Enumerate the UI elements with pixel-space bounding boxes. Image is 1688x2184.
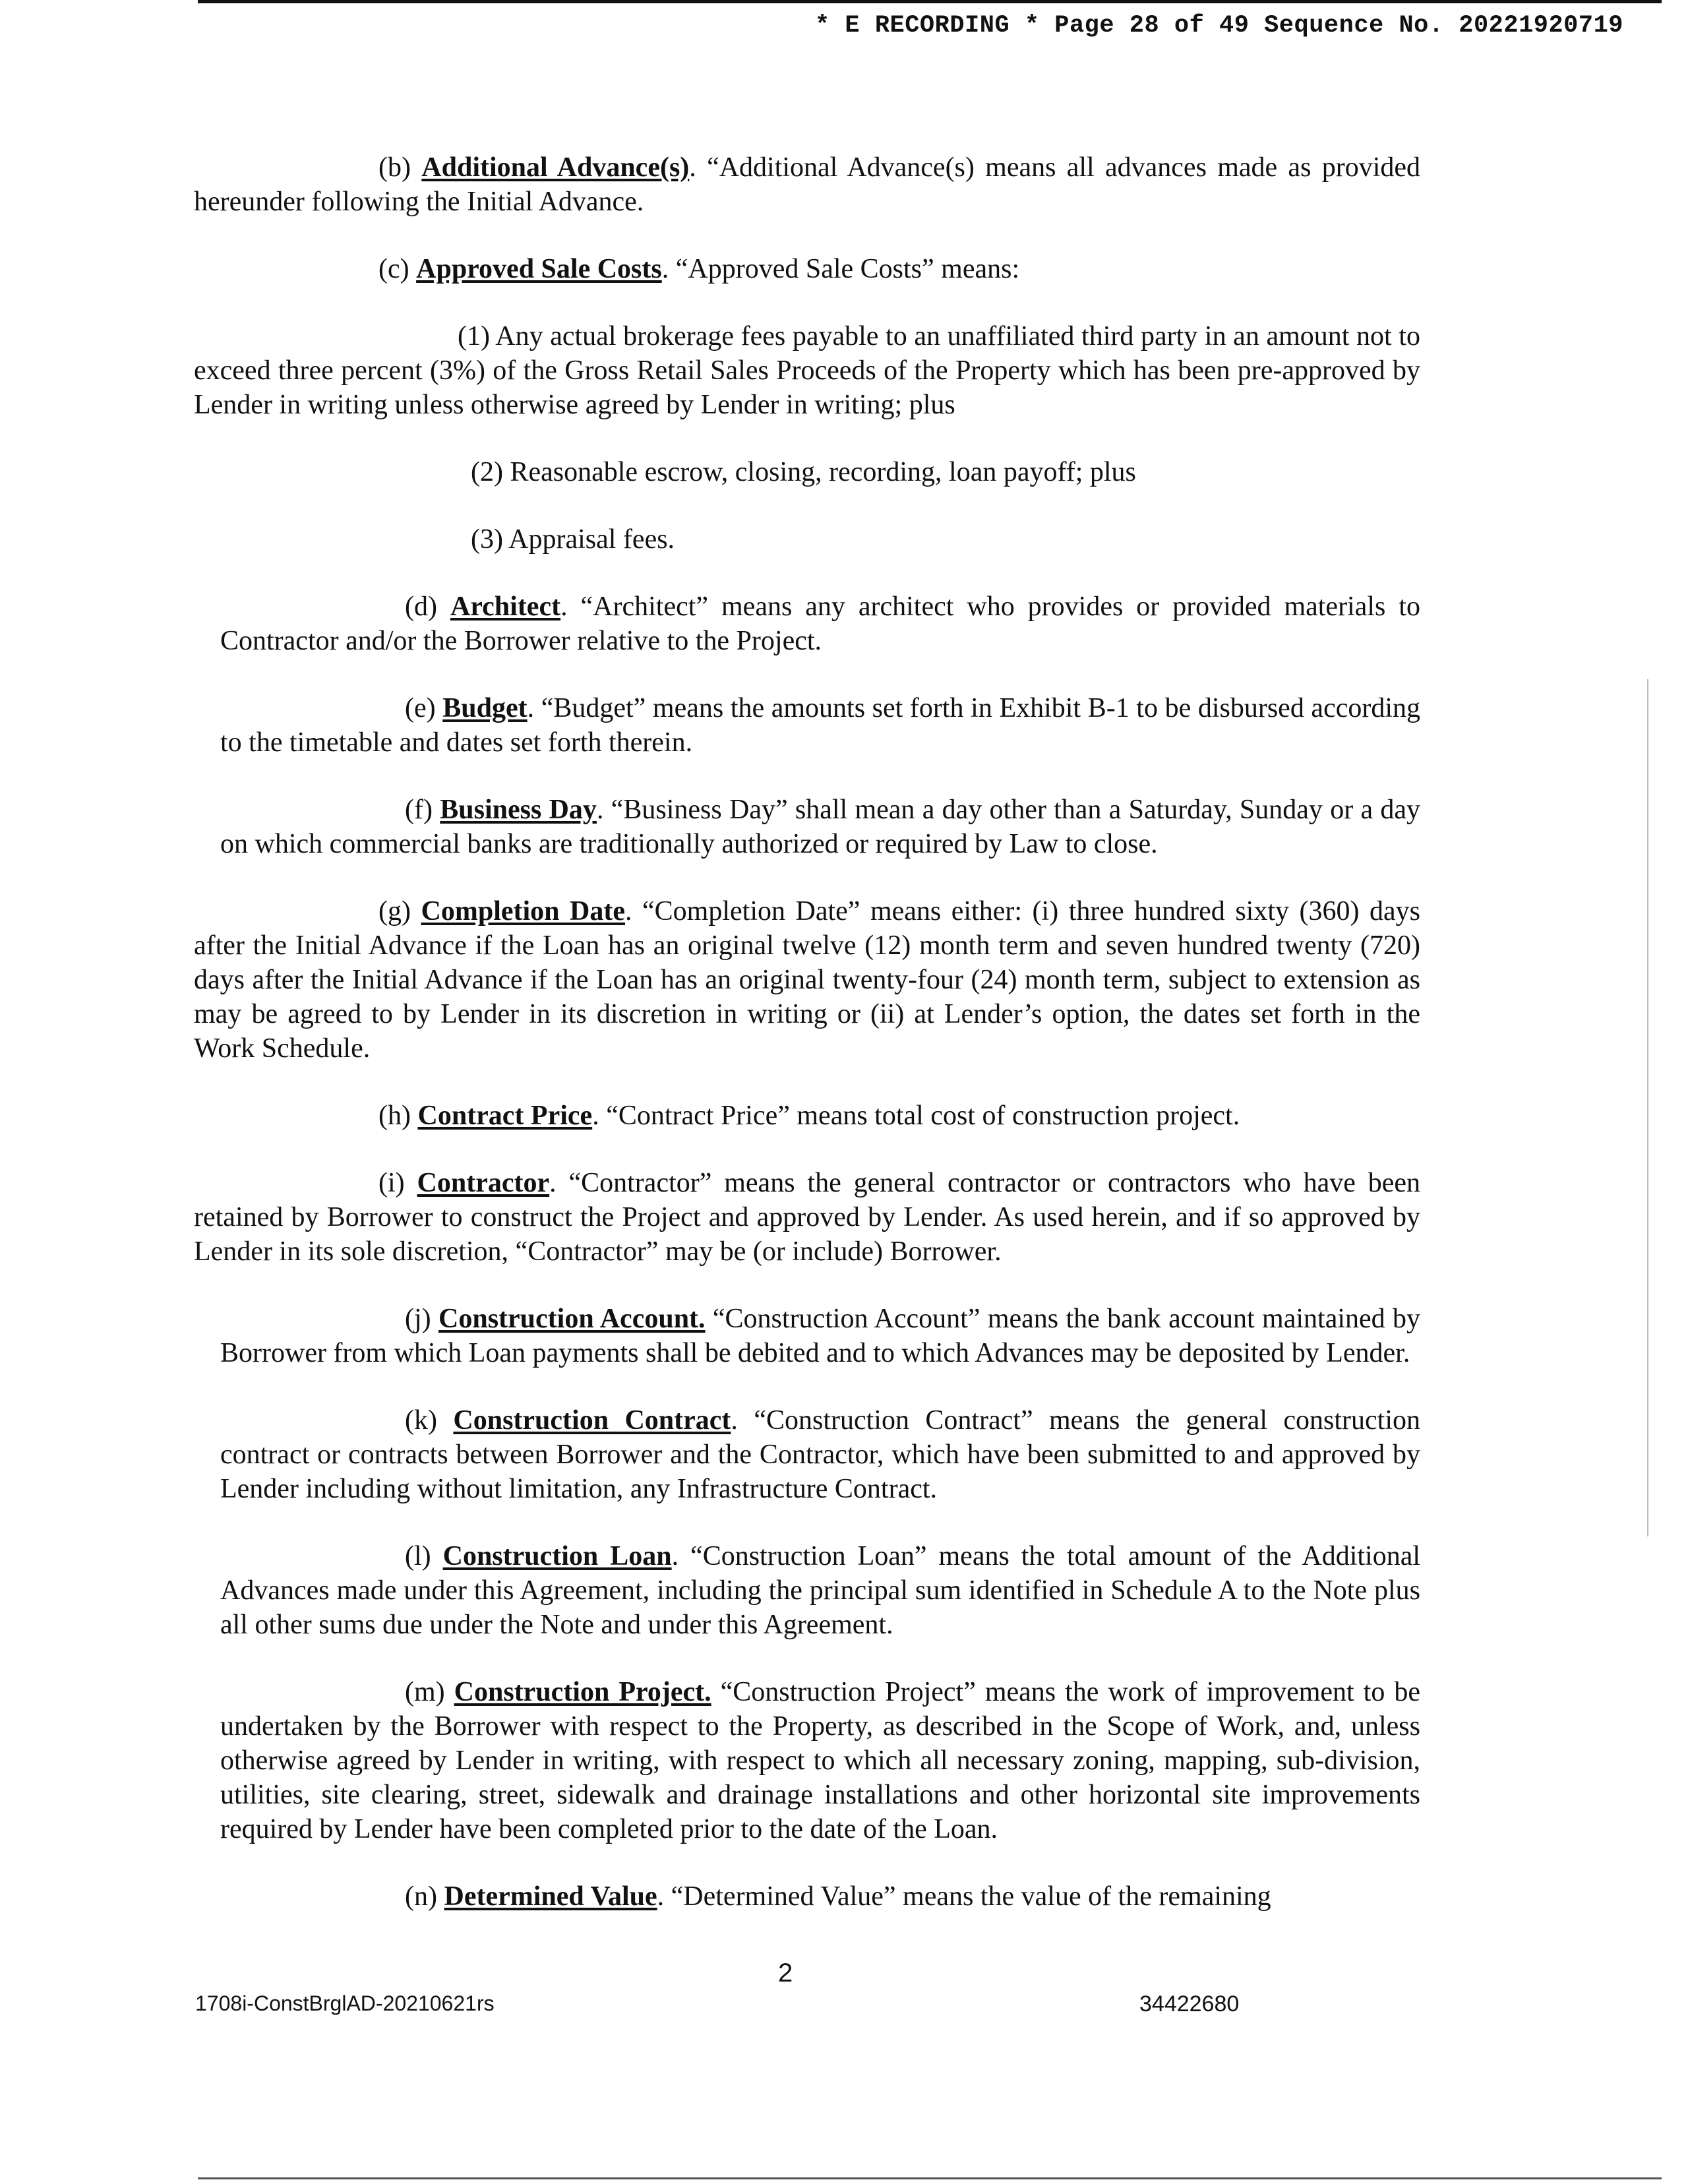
definition-budget: [220, 691, 1420, 760]
definition-construction-contract: [220, 1403, 1420, 1506]
definition-label: (j): [405, 1304, 431, 1334]
bottom-border-rule: [198, 2177, 1662, 2179]
definition-label: (n): [405, 1881, 437, 1912]
definition-label: (d): [405, 592, 437, 622]
footer-doc-code: 1708i-ConstBrglAD-20210621rs: [195, 1991, 495, 2015]
definition-construction-account: [220, 1302, 1420, 1370]
definition-label: (l): [405, 1541, 431, 1571]
definition-text: . “Architect” means any architect who provides or provided materials to Contractor and/or the Borrower relative to the Project.: [220, 592, 1420, 656]
defined-term: Determined Value: [444, 1881, 657, 1912]
defined-term: Completion Date: [421, 896, 625, 926]
definition-text: . “Contract Price” means total cost of construction project.: [592, 1101, 1240, 1131]
definition-label: (b): [378, 152, 411, 183]
scan-edge-mark: [1647, 679, 1648, 1536]
definition-text: . “Additional Advance(s) means all advances made as provided hereunder following the Initial Advance.: [194, 152, 1420, 217]
definition-approved-sale-costs: [194, 252, 1420, 286]
defined-term: Construction Contract: [453, 1405, 731, 1436]
definition-label: (k): [405, 1405, 437, 1436]
definition-contract-price: [194, 1099, 1420, 1133]
sale-costs-item-2: (2) Reasonable escrow, closing, recording, loan payoff; plus: [471, 457, 1136, 487]
definition-label: (i): [378, 1168, 405, 1198]
definition-text: “Construction Account” means the bank account maintained by Borrower from which Loan payments shall be debited and to which Advances may be deposited by Lender.: [220, 1304, 1421, 1368]
definition-text: . “Completion Date” means either: (i) three hundred sixty (360) days after the Initial Advance if the Loan has an original twelve (12) month term and seven hundred twenty (720) days after the Initial Advance if the Loan has an original twenty-four (24) month term, subject to extension as may be agreed to by Lender in its discretion in writing or (ii) at Lender’s option, the dates set forth in the Work Schedule.: [194, 896, 1421, 1064]
definition-label: (m): [405, 1677, 445, 1707]
definition-label: (g): [378, 896, 411, 926]
defined-term: Contract Price: [417, 1101, 593, 1131]
definition-label: (h): [378, 1101, 411, 1131]
definition-construction-project: [220, 1675, 1420, 1846]
top-border-rule: [198, 0, 1662, 3]
definition-label: (e): [405, 693, 436, 723]
sale-costs-item-1: (1) Any actual brokerage fees payable to an unaffiliated third party in an amount not to exceed three percent (3%) of the Gross Retail Sales Proceeds of the Property which has been pre-approved by Lender in writing unless otherwise agreed by Lender in writing; plus: [194, 321, 1420, 420]
defined-term: Additional Advance(s): [421, 152, 690, 183]
definition-text: . “Determined Value” means the value of the remaining: [657, 1881, 1271, 1912]
definition-additional-advances: [194, 150, 1420, 219]
defined-term: Contractor: [417, 1168, 550, 1198]
defined-term: Construction Project.: [454, 1677, 711, 1707]
definition-text: . “Contractor” means the general contractor or contractors who have been retained by Borrower to construct the Project and approved by Lender. As used herein, and if so approved by Lender in its sole discretion, “Contractor” may be (or include) Borrower.: [194, 1168, 1421, 1267]
document-body: [194, 150, 1420, 1947]
definition-construction-loan: [220, 1539, 1420, 1642]
defined-term: Architect: [450, 592, 561, 622]
sale-costs-item-3: (3) Appraisal fees.: [471, 524, 675, 555]
definition-business-day: [220, 793, 1420, 861]
definition-text: . “Construction Contract” means the general construction contract or contracts between Borrower and the Contractor, which have been submitted to and approved by Lender including without limitation, any Infrastructure Contract.: [220, 1405, 1421, 1504]
definition-determined-value: [220, 1879, 1420, 1914]
definition-text: . “Budget” means the amounts set forth in Exhibit B-1 to be disbursed according to the timetable and dates set forth therein.: [220, 693, 1421, 758]
defined-term: Business Day: [440, 795, 597, 825]
defined-term: Budget: [442, 693, 528, 723]
definition-completion-date: [194, 894, 1420, 1066]
defined-term: Construction Loan: [442, 1541, 672, 1571]
footer-doc-id: 34422680: [1139, 1991, 1240, 2017]
definition-text: . “Approved Sale Costs” means:: [661, 254, 1020, 284]
definition-text: “Construction Project” means the work of improvement to be undertaken by the Borrower with respect to the Property, as described in the Scope of Work, and, unless otherwise agreed by Lender in writing, with respect to which all necessary zoning, mapping, sub-division, utilities, site clearing, street, sidewalk and drainage installations and other horizontal site improvements required by Lender have been completed prior to the date of the Loan.: [220, 1677, 1420, 1844]
definition-text: . “Construction Loan” means the total amount of the Additional Advances made under this Agreement, including the principal sum identified in Schedule A to the Note plus all other sums due under the Note and under this Agreement.: [220, 1541, 1421, 1640]
defined-term: Approved Sale Costs: [416, 254, 662, 284]
definition-text: . “Business Day” shall mean a day other than a Saturday, Sunday or a day on which commercial banks are traditionally authorized or required by Law to close.: [220, 795, 1421, 859]
page-number: 2: [778, 1958, 793, 1987]
definition-architect: [220, 590, 1420, 658]
definition-label: (f): [405, 795, 433, 825]
defined-term: Construction Account.: [438, 1304, 706, 1334]
recording-header: * E RECORDING * Page 28 of 49 Sequence No. 20221920719: [815, 12, 1623, 40]
definition-contractor: [194, 1166, 1420, 1269]
definition-label: (c): [378, 254, 409, 284]
